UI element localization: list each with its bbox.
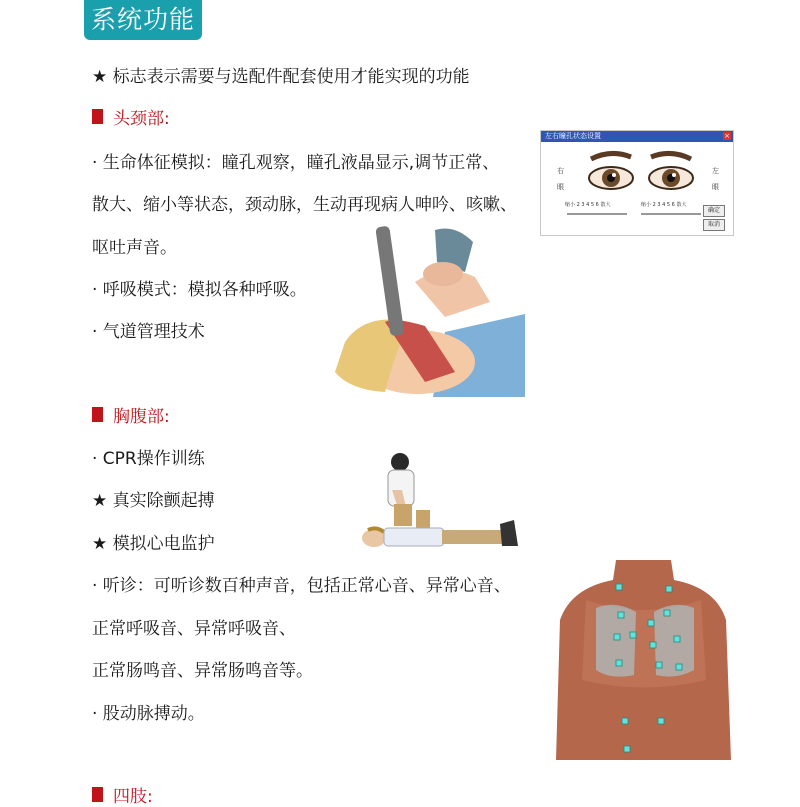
airway-intubation-illustration xyxy=(325,222,525,407)
section-title-text: 胸腹部: xyxy=(113,407,170,427)
legend-note: ★ 标志表示需要与选配件配套使用才能实现的功能 xyxy=(92,67,470,87)
pupil-settings-panel xyxy=(540,130,734,236)
panel-titlebar xyxy=(541,131,733,142)
text-line: 散大、缩小等状态，颈动脉，生动再现病人呻吟、咳嗽、 xyxy=(92,195,517,215)
pupil-scale-right: 缩小 2 3 4 5 6 散大 xyxy=(565,202,611,208)
section-title-text: 头颈部: xyxy=(113,109,170,129)
slider-track[interactable] xyxy=(641,213,701,215)
cancel-button[interactable]: 取消 xyxy=(703,219,725,231)
slider-track[interactable] xyxy=(567,213,627,215)
confirm-button[interactable]: 确定 xyxy=(703,205,725,217)
text-line: ★ 真实除颤起搏 xyxy=(92,491,215,511)
section-marker-icon xyxy=(92,109,103,124)
left-eye-label: 左 眼 xyxy=(712,167,719,191)
text-line: · 气道管理技术 xyxy=(92,322,205,342)
text-line: · 听诊：可听诊数百种声音，包括正常心音、异常心音、 xyxy=(92,576,511,596)
section-head-neck-title xyxy=(92,104,170,129)
cpr-illustration xyxy=(358,450,528,558)
text-line: · 呼吸模式：模拟各种呼吸。 xyxy=(92,280,307,300)
section-marker-icon xyxy=(92,407,103,422)
text-line: ★ 模拟心电监护 xyxy=(92,534,215,554)
text-line: · 生命体征模拟：瞳孔观察，瞳孔液晶显示,调节正常、 xyxy=(92,153,500,173)
text-line: 正常呼吸音、异常呼吸音、 xyxy=(92,619,296,639)
section-chest-abdomen-title xyxy=(92,402,170,427)
text-line: 呕吐声音。 xyxy=(92,238,177,258)
text-line: · CPR操作训练 xyxy=(92,449,205,469)
close-icon[interactable]: × xyxy=(724,132,730,140)
section-title-text: 四肢: xyxy=(113,787,153,807)
pupil-scale-left: 缩小 2 3 4 5 6 散大 xyxy=(641,202,687,208)
torso-auscultation-map xyxy=(556,560,731,760)
page-title: 系统功能 xyxy=(84,0,202,40)
text-line: 正常肠鸣音、异常肠鸣音等。 xyxy=(92,661,313,681)
section-limbs-title xyxy=(92,782,153,807)
right-eye-label: 右 眼 xyxy=(557,167,564,191)
text-line: · 股动脉搏动。 xyxy=(92,704,205,724)
panel-title: 左右瞳孔状态设置 xyxy=(545,132,601,140)
eyes-illustration xyxy=(541,145,733,205)
